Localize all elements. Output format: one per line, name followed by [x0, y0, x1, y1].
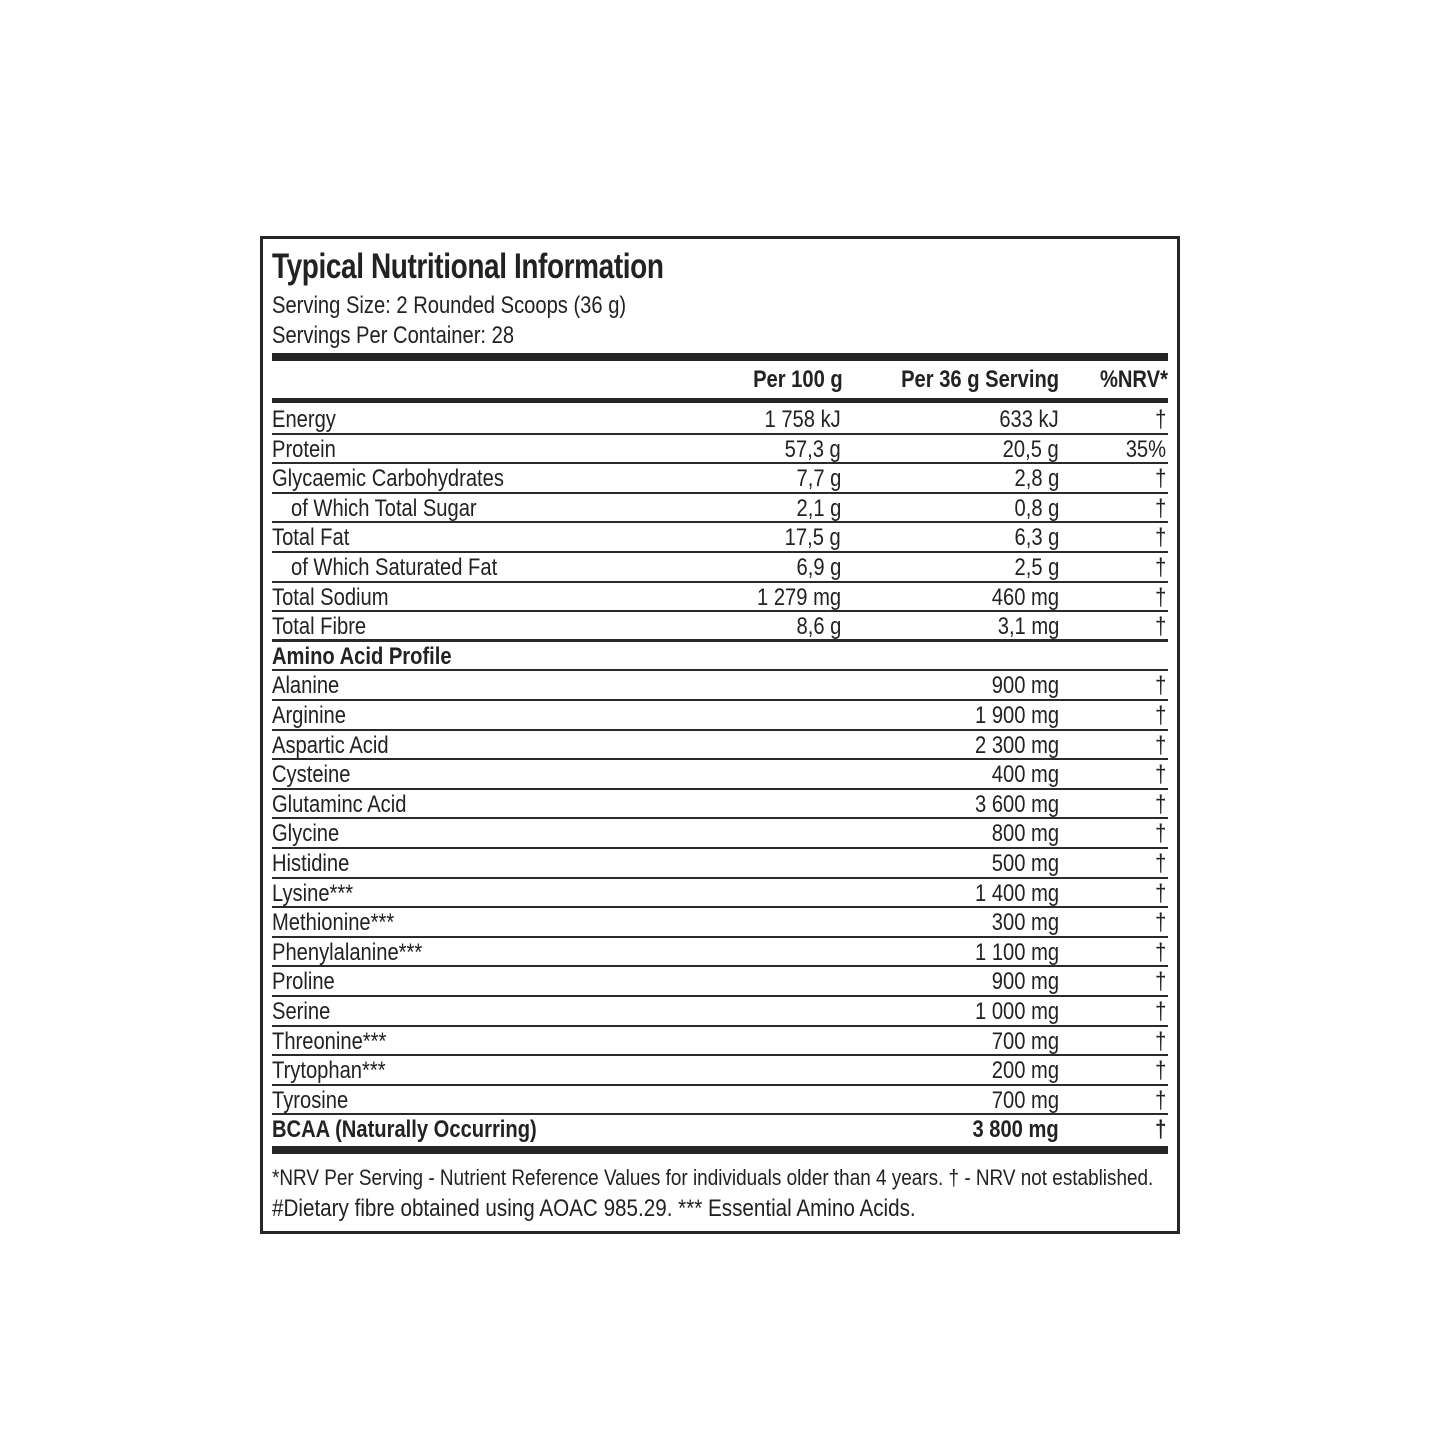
amino-row: [272, 1056, 1168, 1086]
amino-row: [272, 1086, 1168, 1116]
panel-title: Typical Nutritional Information: [272, 247, 664, 286]
amino-name: Methionine***: [272, 909, 395, 937]
amino-nrv: †: [1154, 850, 1166, 877]
nutrient-row: [272, 494, 1168, 524]
amino-nrv: †: [1154, 1057, 1166, 1085]
serving-size: Serving Size: 2 Rounded Scoops (36 g): [272, 292, 627, 319]
amino-row: [272, 731, 1168, 761]
nutrient-per-serving: 3,1 mg: [997, 613, 1059, 641]
divider-header: [272, 398, 1168, 403]
amino-per-serving: 900 mg: [991, 968, 1059, 996]
nutrient-nrv: †: [1154, 524, 1166, 552]
bcaa-nrv: †: [1154, 1116, 1166, 1144]
nutrient-name: of Which Total Sugar: [291, 494, 477, 522]
amino-name: Threonine***: [272, 1027, 387, 1055]
nutrient-row: [272, 464, 1168, 494]
divider-thick-top: [272, 353, 1168, 361]
nutrient-per100: 6,9 g: [796, 554, 841, 581]
nutrient-per-serving: 2,5 g: [1014, 554, 1059, 581]
amino-nrv: †: [1154, 909, 1166, 937]
bcaa-per-serving: 3 800 mg: [972, 1116, 1059, 1144]
column-header-row: [272, 363, 1168, 399]
nutrient-nrv: †: [1154, 406, 1166, 433]
nutrient-per100: 1 279 mg: [756, 583, 841, 611]
amino-row: [272, 879, 1168, 909]
nutrient-per-serving: 2,8 g: [1014, 465, 1059, 493]
amino-nrv: †: [1154, 731, 1166, 759]
nutrient-nrv: †: [1154, 494, 1166, 522]
amino-nrv: †: [1154, 1027, 1166, 1055]
amino-name: Trytophan***: [272, 1057, 386, 1085]
amino-row: [272, 908, 1168, 938]
amino-per-serving: 900 mg: [991, 672, 1059, 700]
amino-name: Arginine: [272, 702, 346, 729]
bcaa-name: BCAA (Naturally Occurring): [272, 1116, 537, 1144]
amino-name: Glycine: [272, 820, 340, 848]
amino-per-serving: 800 mg: [991, 820, 1059, 848]
amino-per-serving: 700 mg: [991, 1086, 1059, 1114]
nutrient-nrv: †: [1154, 613, 1166, 641]
divider-thick-bottom: [272, 1146, 1168, 1154]
amino-row: [272, 967, 1168, 997]
amino-name: Phenylalanine***: [272, 938, 423, 966]
amino-name: Glutaminc Acid: [272, 790, 407, 818]
amino-per-serving: 300 mg: [991, 909, 1059, 937]
amino-row: [272, 790, 1168, 820]
nutrient-per100: 8,6 g: [796, 613, 841, 641]
nutrient-name: Total Fat: [272, 524, 350, 552]
nutrient-per-serving: 6,3 g: [1014, 524, 1059, 552]
amino-name: Histidine: [272, 850, 350, 877]
amino-nrv: †: [1154, 702, 1166, 729]
amino-per-serving: 1 000 mg: [974, 998, 1059, 1025]
nutrient-row: [272, 583, 1168, 613]
amino-name: Proline: [272, 968, 335, 996]
nutrient-per-serving: 633 kJ: [999, 406, 1059, 433]
footnote-fibre: #Dietary fibre obtained using AOAC 985.29. *** Essential Amino Acids.: [272, 1195, 916, 1222]
amino-nrv: †: [1154, 938, 1166, 966]
bcaa-row: [272, 1115, 1168, 1145]
amino-nrv: †: [1154, 1086, 1166, 1114]
amino-name: Aspartic Acid: [272, 731, 389, 759]
amino-nrv: †: [1154, 968, 1166, 996]
amino-row: [272, 849, 1168, 879]
nutrient-nrv: †: [1154, 465, 1166, 493]
footnote-nrv: *NRV Per Serving - Nutrient Reference Values for individuals older than 4 years. † - NRV not established.: [272, 1165, 1154, 1190]
amino-per-serving: 2 300 mg: [974, 731, 1059, 759]
nutrient-name: Protein: [272, 435, 336, 463]
amino-per-serving: 200 mg: [991, 1057, 1059, 1085]
nutrient-per100: 17,5 g: [784, 524, 841, 552]
nutrient-per100: 7,7 g: [796, 465, 841, 493]
nutrient-name: of Which Saturated Fat: [291, 554, 498, 581]
nutrient-name: Total Fibre: [272, 613, 367, 641]
amino-row: [272, 671, 1168, 701]
column-per100: Per 100 g: [753, 366, 843, 393]
amino-per-serving: 400 mg: [991, 761, 1059, 789]
nutrient-row: [272, 553, 1168, 583]
amino-per-serving: 1 900 mg: [974, 702, 1059, 729]
nutrient-nrv: 35%: [1125, 435, 1166, 463]
amino-per-serving: 1 400 mg: [974, 879, 1059, 907]
nutrient-row: [272, 435, 1168, 465]
amino-heading: Amino Acid Profile: [272, 642, 452, 670]
nutrient-nrv: †: [1154, 554, 1166, 581]
nutrient-per100: 57,3 g: [784, 435, 841, 463]
nutrient-row: [272, 405, 1168, 435]
nutrient-per-serving: 20,5 g: [1002, 435, 1059, 463]
nutrient-per100: 1 758 kJ: [764, 406, 841, 433]
nutrient-per-serving: 460 mg: [991, 583, 1059, 611]
amino-nrv: †: [1154, 820, 1166, 848]
amino-row: [272, 701, 1168, 731]
nutrient-name: Glycaemic Carbohydrates: [272, 465, 504, 493]
amino-per-serving: 700 mg: [991, 1027, 1059, 1055]
nutrient-name: Total Sodium: [272, 583, 389, 611]
amino-name: Serine: [272, 998, 331, 1025]
amino-nrv: †: [1154, 790, 1166, 818]
amino-row: [272, 819, 1168, 849]
servings-per-container: Servings Per Container: 28: [272, 322, 515, 349]
amino-heading-row: [272, 642, 1168, 672]
nutrient-row: [272, 612, 1168, 642]
amino-name: Alanine: [272, 672, 340, 700]
nutrient-per-serving: 0,8 g: [1014, 494, 1059, 522]
nutrient-per100: 2,1 g: [796, 494, 841, 522]
column-per-serving: Per 36 g Serving: [901, 366, 1059, 393]
amino-name: Cysteine: [272, 761, 351, 789]
amino-nrv: †: [1154, 879, 1166, 907]
nutrition-panel: [260, 236, 1180, 1234]
amino-row: [272, 938, 1168, 968]
amino-row: [272, 1027, 1168, 1057]
amino-row: [272, 997, 1168, 1027]
amino-per-serving: 3 600 mg: [974, 790, 1059, 818]
nutrient-row: [272, 523, 1168, 553]
nutrient-nrv: †: [1154, 583, 1166, 611]
amino-nrv: †: [1154, 761, 1166, 789]
amino-nrv: †: [1154, 998, 1166, 1025]
amino-per-serving: 1 100 mg: [974, 938, 1059, 966]
amino-name: Tyrosine: [272, 1086, 349, 1114]
column-nrv: %NRV*: [1100, 366, 1168, 393]
amino-name: Lysine***: [272, 879, 354, 907]
amino-row: [272, 760, 1168, 790]
nutrient-name: Energy: [272, 406, 336, 433]
amino-per-serving: 500 mg: [991, 850, 1059, 877]
amino-nrv: †: [1154, 672, 1166, 700]
